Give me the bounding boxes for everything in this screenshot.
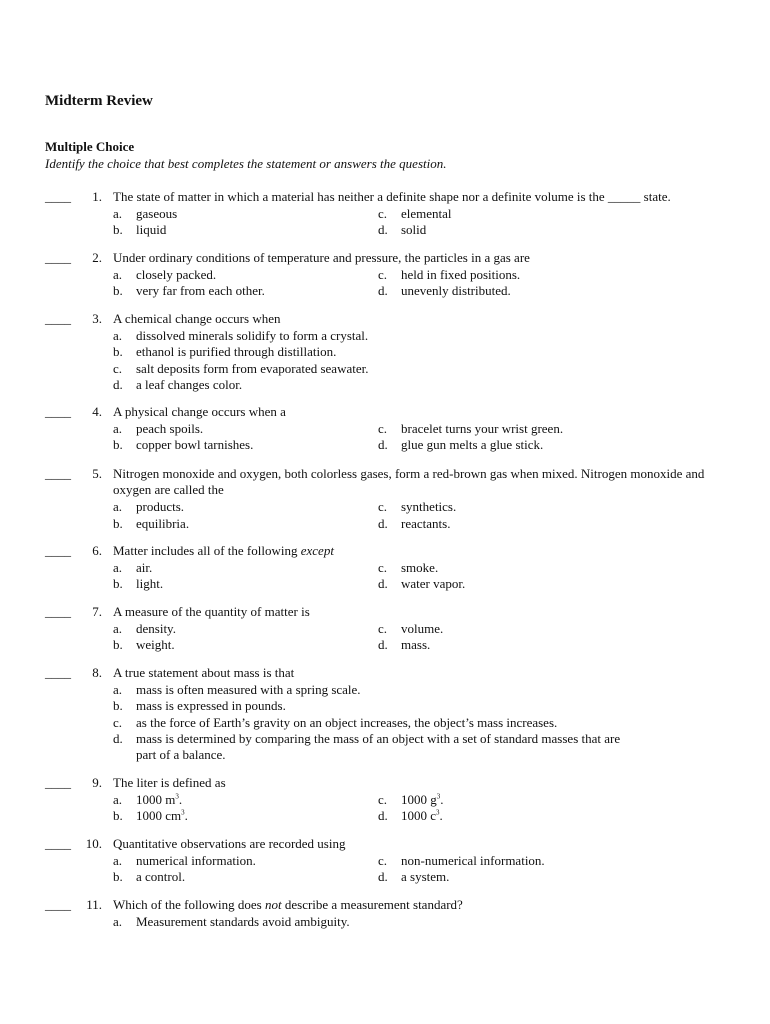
question-number: 9. [92,775,102,790]
question-stem: Under ordinary conditions of temperature and pressure, the particles in a gas are [113,250,530,265]
question-number: 11. [86,897,102,912]
question-stem: The state of matter in which a material has neither a definite shape nor a definite volume is the _____ state. [113,189,671,204]
question-number: 3. [92,311,102,326]
question-stem: Quantitative observations are recorded using [113,836,346,851]
question-stem: A chemical change occurs when [113,311,281,326]
question-number: 7. [92,604,102,619]
question-number: 1. [92,189,102,204]
instructions: Identify the choice that best completes the statement or answers the question. [45,156,447,171]
question-stem: A measure of the quantity of matter is [113,604,310,619]
question-number: 8. [92,665,102,680]
question-number: 6. [92,543,102,558]
question-stem: A physical change occurs when a [113,404,286,419]
document-page: Midterm Review Multiple Choice Identify the choice that best completes the statement or answers the question. ____ 1. The state of matter in which a material has neither a definite shape nor a definite volume is the _____ state. a. gaseous b. liquid c. elemental d. solid ____ 2. Under ordinary conditions of temperature and pressure, the particles in a gas are a. closely packed. b. very far from each other. c. held in fixed positions. d. unevenly distributed. ____ 3. A chemical change occurs when a. dissolved minerals solidify to form a crystal. b. ethanol is purified through distillation. c. salt deposits form from evaporated seawater. d. a leaf changes color. ____ 4. A physical change occurs when a a. peach spoils. b. copper bowl tarnishes. c. bracelet turns your wrist green. d. glue gun melts a glue stick. ____ 5. Nitrogen monoxide and oxygen, both colorless gases, form a red-brown gas when mixed. Nitrogen monoxide and oxygen are called the a. products. b. equilibria. c. synthetics. d. reactants. ____ 6. Matter includes all of the following except a. air. b. light. c. smoke. d. water vapor. ____ 7. A measure of the quantity of matter is a. density. b. weight. c. volume. d. mass. ____ 8. A true statement about mass is that a. mass is often measured with a spring scale. b. mass is expressed in pounds. c. as the force of Earth’s gravity on an object increases, the object’s mass increases. d. mass is determined by comparing the mass of an object with a set of standard masses that are part of a balance. ____ 9. The liter is defined as a. 1000 $m^3$. b. 1000 $cm^3$. c. 1000 $g^3$. d. 1000 $c^3$. ____ 10. Quantitative observations are recorded using a. numerical information. b. a control. c. non-numerical information. d. a system. ____ 11. Which of the following does not describe a measurement standard? a. Measurement standards avoid ambiguity. [0,0,770,1024]
answer-blank: ____ [45,836,71,851]
question-stem: The liter is defined as [113,775,226,790]
answer-blank: ____ [45,775,71,790]
answer-blank: ____ [45,604,71,619]
answer-blank: ____ [45,404,71,419]
answer-blank: ____ [45,250,71,265]
question-stem: Nitrogen monoxide and oxygen, both colorless gases, form a red-brown gas when mixed. Nitrogen monoxide and oxygen are called the [113,466,705,498]
question-number: 10. [85,836,102,851]
question-stem: Which of the following does not describe a measurement standard? [113,897,463,912]
question-number: 2. [92,250,102,265]
section-heading: Multiple Choice [45,139,135,154]
question-number: 4. [92,404,102,419]
answer-blank: ____ [45,897,71,912]
answer-blank: ____ [45,311,71,326]
question-number: 5. [92,466,102,481]
answer-blank: ____ [45,466,71,481]
answer-blank: ____ [45,189,71,204]
question-stem: A true statement about mass is that [113,665,295,680]
question-stem: Matter includes all of the following except [113,543,334,558]
answer-blank: ____ [45,543,71,558]
answer-blank: ____ [45,665,71,680]
page-title: Midterm Review [45,93,153,109]
